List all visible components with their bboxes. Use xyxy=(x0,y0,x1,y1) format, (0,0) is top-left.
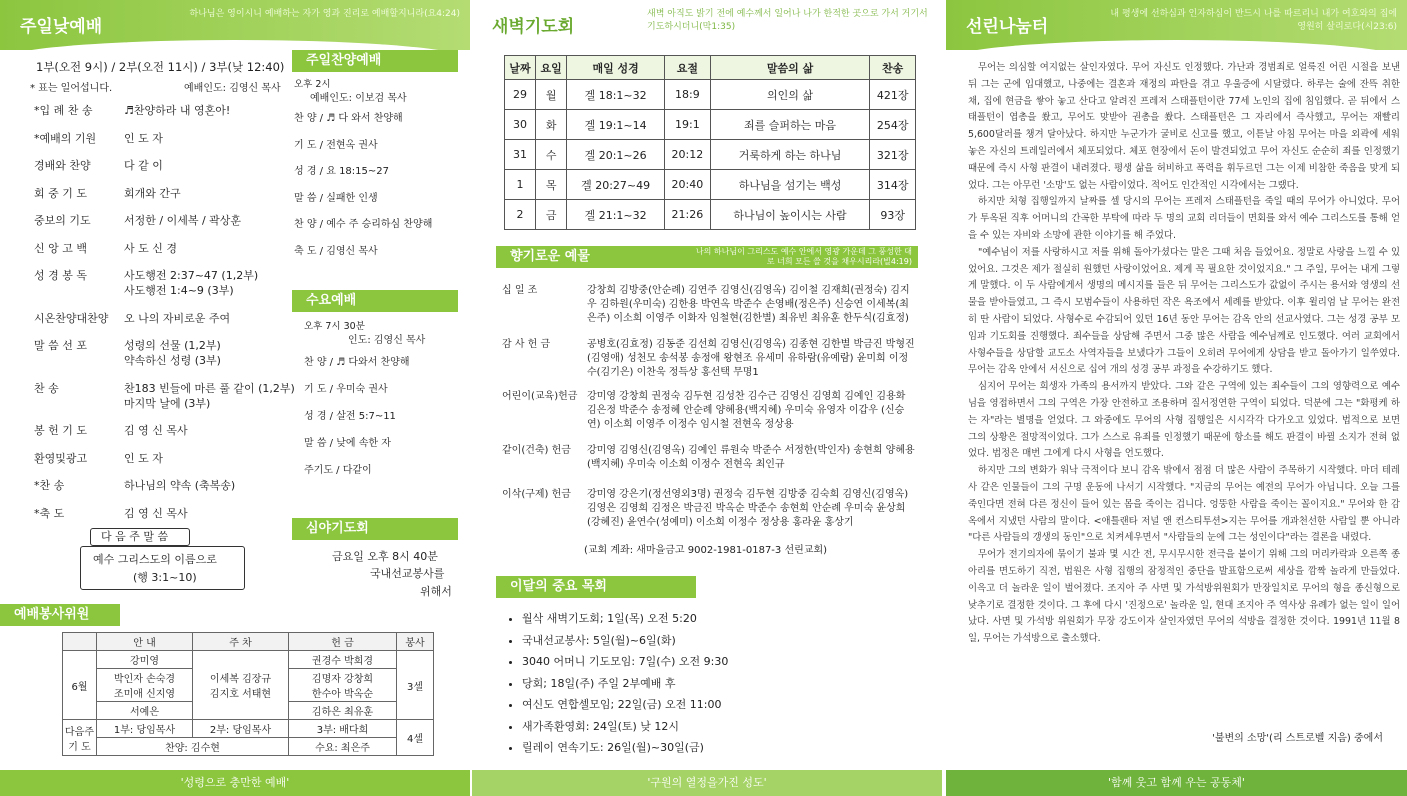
offering-kind: 십 일 조 xyxy=(502,285,538,296)
sched-cell: 의인의 삶 xyxy=(710,80,870,110)
vol-head: 헌 금 xyxy=(289,633,397,651)
essay-paragraph: 심지어 무어는 희생자 가족의 용서까지 받았다. 그와 같은 구역에 있는 죄수들이 그의 영향력으로 예수님을 영접하면서 그의 구역은 가장 안전하고 조용하며 질서정연한 구역이 되었다. 덕분에 그는 "화평케 하는 자"라는 별명을 얻었다. 그 와중에도 무어의 사형 집행일은 시시각각 다가오고 있었다. 법적으로 보면 그의 상황은 절망적이었다. 그가 스스로 유죄를 인정했기 때문에 항소를 해도 판결이 바뀔 소지가 전혀 없었다. 법정은 매번 그에게 다시 사형을 언도했다. xyxy=(968,381,1400,460)
order-key: 시온찬양대찬양 xyxy=(34,311,109,325)
sched-cell: 29 xyxy=(505,80,536,110)
order-key: 중보의 기도 xyxy=(34,214,91,227)
sched-cell: 겔 18:1~32 xyxy=(567,80,665,110)
essay-paragraph: 무어가 전기의자에 묶이기 불과 몇 시간 전, 무시무시한 전극을 붙이기 위해 그의 머리카락과 오른쪽 종아리를 면도하기 직전, 법원은 사형 집행의 잠정적인 중단을 발표함으로써 세상을 깜짝 놀라게 만들었다. 이윽고 더 놀라운 일이 벌어졌다. 조지아 주 사면 및 가석방위원회가 만장일치로 무어의 형을 종신형으로 낮추기로 결정한 것이다. 그 후에 다시 '진정으로' 놀라운 일, 현대 조지아 주 역사상 유례가 없는 일이 일어났다. 사면 및 가석방 위원회가 무장 강도이자 살인자였던 무어의 석방을 결정한 것이다. 1991년 11월 8일, 무어는 가석방으로 출소했다. xyxy=(968,549,1400,645)
notice: * 표는 일어섭니다. xyxy=(30,83,113,94)
vol-cell: 2부: 당임목사 xyxy=(193,720,289,738)
night-title: 심야기도회 xyxy=(292,518,458,540)
sched-cell: 30 xyxy=(505,110,536,140)
wed-item: 주기도 / 다같이 xyxy=(304,465,372,476)
sched-cell: 화 xyxy=(536,110,567,140)
order-key: 말 씀 선 포 xyxy=(34,339,87,352)
order-key: *찬 송 xyxy=(34,479,65,492)
section-title: 새벽기도회 xyxy=(492,17,575,37)
order-value: 오 나의 자비로운 주여 xyxy=(124,311,231,325)
offering-names: 강미영 강은기(정선영외3명) 권정숙 김두현 김방중 김숙희 김영신(김영옥) 김영은 김영희 김정은 박금진 박옥순 박준수 송현희 안순례 우미숙 윤상희(강혜진) 윤연수(성예미) 이소희 이정수 정상용 홍라윤 홍상기 xyxy=(587,489,909,528)
section-title: 선린나눔터 xyxy=(966,17,1049,37)
praise-item: 기 도 / 전현옥 권사 xyxy=(294,139,378,151)
wed-time: 오후 7시 30분 xyxy=(304,321,365,332)
news-item: • 국내선교봉사: 5일(월)~6일(화) xyxy=(522,630,922,652)
next-text: 예수 그리스도의 이름으로 xyxy=(93,553,217,566)
order-value: 마지막 날에 (3부) xyxy=(124,396,211,410)
next-ref: (행 3:1~10) xyxy=(133,571,197,584)
sched-cell: 19:1 xyxy=(665,110,711,140)
wed-leader: 인도: 김영신 목사 xyxy=(348,335,426,346)
vol-cell: 박인자 손숙경 조미애 신지영 xyxy=(97,669,193,702)
sched-row xyxy=(505,140,916,170)
order-value: 인 도 자 xyxy=(124,131,163,145)
news-item: • 당회; 18일(주) 주일 2부예배 후 xyxy=(522,673,922,695)
order-key: *입 례 찬 송 xyxy=(34,104,93,117)
sched-head: 찬송 xyxy=(870,56,916,80)
sched-head: 말씀의 삶 xyxy=(710,56,870,80)
order-value: 사도행전 1:4~9 (3부) xyxy=(124,284,234,297)
sched-row xyxy=(505,170,916,200)
vol-month: 6월 xyxy=(63,651,97,720)
night-line1: 금요일 오후 8시 40분 xyxy=(332,550,438,563)
news-item: • 3040 어머니 기도모임: 7일(수) 오전 9:30 xyxy=(522,651,922,673)
sched-cell: 목 xyxy=(536,170,567,200)
sched-head: 매일 성경 xyxy=(567,56,665,80)
vol-cell: 수요: 최은주 xyxy=(289,738,397,756)
sched-cell: 수 xyxy=(536,140,567,170)
header-verse: 하나님은 영이시니 예배하는 자가 영과 진리로 예배할지니라(요4:24) xyxy=(189,9,460,19)
vol-head: 안 내 xyxy=(97,633,193,651)
praise-item: 찬 양 / 예수 주 승리하심 찬양해 xyxy=(294,219,433,230)
header-band xyxy=(946,0,1407,50)
order-key: 경배와 찬양 xyxy=(34,159,91,172)
sched-cell: 월 xyxy=(536,80,567,110)
sched-head: 날짜 xyxy=(505,56,536,80)
essay xyxy=(968,60,1400,648)
sched-cell: 21:26 xyxy=(665,200,711,230)
order-key: 봉 헌 기 도 xyxy=(34,424,87,437)
order-value: 사 도 신 경 xyxy=(124,241,177,255)
vol-cell: 1부: 당임목사 xyxy=(97,720,193,738)
footer-motto: '성령으로 충만한 예배' xyxy=(0,770,470,796)
sched-cell: 1 xyxy=(505,170,536,200)
sched-row xyxy=(505,80,916,110)
vol-cell: 김하은 최유훈 xyxy=(289,702,397,720)
sched-cell: 18:9 xyxy=(665,80,711,110)
news-item: • 여신도 연합셀모임; 22일(금) 오전 11:00 xyxy=(522,694,922,716)
order-key: *축 도 xyxy=(34,506,65,520)
order-value: 약속하신 성령 (3부) xyxy=(124,354,221,367)
essay-paragraph: "예수님이 저를 사랑하시고 저를 위해 돌아가셨다는 말은 그때 처음 들었어요. 정말로 사랑을 느낄 수 있었어요. 그것은 제가 절실히 원했던 사랑이었어요. 제게 꼭 필요한 것이었지요." 그 주일, 무어는 내게 그렇게 말했다. 이 두 사람에게서 생명의 메시지를 들은 뒤 무어는 그리스도가 값없이 주시는 용서와 영생의 선물을 받아들였고, 그 즉시 모범수들이 사용하던 작은 욕조에서 세례를 받았다. 이후 윌리엄 날 무어는 완전히 딴 사람이 되었다. 사형수로 수감되어 있던 16년 동안 무어는 감옥 안의 선교사였다. 그는 성경 공부 모임과 기도회를 진행했다. 죄수들을 상담해 주면서 그중 많은 사람을 예수님께로 인도했다. 여러 교회에서 사형수들을 상담할 교도소 사역자들을 보냈다가 그들이 오히려 무어에게 상담을 받고 돌아가기 일쑤였다. 무어는 감옥 안에서 서신으로 십여 개의 성경 공부 과정을 수강하기도 했다. xyxy=(968,246,1400,376)
vol-cell: 4셀 xyxy=(397,720,434,756)
sched-cell: 93장 xyxy=(870,200,916,230)
vol-cell: 김명자 강창희 한수아 박옥순 xyxy=(289,669,397,702)
order-value: 성령의 선물 (1,2부) xyxy=(124,339,221,352)
sched-cell: 금 xyxy=(536,200,567,230)
column-dawn xyxy=(472,0,942,796)
wed-title: 수요예배 xyxy=(292,290,458,312)
wed-item: 찬 양 / ♬ 다와서 찬양해 xyxy=(304,357,410,368)
order-value: 김 영 신 목사 xyxy=(124,424,188,437)
column-worship xyxy=(0,0,470,796)
sched-cell: 314장 xyxy=(870,170,916,200)
sched-cell: 겔 21:1~32 xyxy=(567,200,665,230)
sched-cell: 거룩하게 하는 하나님 xyxy=(710,140,870,170)
praise-leader: 예배인도: 이보검 목사 xyxy=(310,93,407,104)
praise-item: 말 씀 / 실패한 인생 xyxy=(294,192,378,204)
vol-cell: 찬양: 김수현 xyxy=(97,738,289,756)
wed-item: 성 경 / 살전 5:7~11 xyxy=(304,411,396,422)
vol-title: 예배봉사위원 xyxy=(0,604,120,626)
service-times: 1부(오전 9시) / 2부(오전 11시) / 3부(낮 12:40) xyxy=(36,60,285,74)
next-week-sermon xyxy=(80,546,245,590)
offering-kind: 어린이(교육)헌금 xyxy=(502,391,578,402)
order-value: ♬찬양하라 내 영혼아! xyxy=(124,104,231,117)
vol-cell: 이세복 김장규 김지호 서태현 xyxy=(193,651,289,720)
leader: 예배인도: 김영신 목사 xyxy=(184,83,281,94)
order-key: 성 경 봉 독 xyxy=(34,269,87,282)
next-title: 다 음 주 말 씀 xyxy=(101,530,169,543)
night-line2: 국내선교봉사를 xyxy=(370,567,445,580)
offering-names: 강창희 김방중(안순례) 김연주 김영신(김영옥) 김이철 김재희(권정숙) 김지우 김하원(우미숙) 김한용 박연옥 박준수 손영배(정은주) 신승연 이세복(최은주) 이소희 이영주 이화자 임철현(김한별) 최유빈 최유훈 한두식(김효정) xyxy=(587,285,910,324)
header-verse: 내 평생에 선하심과 인자하심이 반드시 나를 따르리니 내가 여호와의 집에 영원히 살리로다(시23:6) xyxy=(1110,9,1397,32)
offering-kind: 이삭(구제) 헌금 xyxy=(502,489,571,500)
sched-cell: 321장 xyxy=(870,140,916,170)
footer-motto: '구원의 열정을가진 성도' xyxy=(472,770,942,796)
sched-cell: 겔 20:1~26 xyxy=(567,140,665,170)
essay-source: '불변의 소망'(리 스트로벨 지음) 중에서 xyxy=(1212,733,1383,744)
volunteer-table xyxy=(62,632,434,756)
offering-names: 강미영 김영신(김영옥) 김예인 류원숙 박준수 서정한(박인자) 송현희 양혜용(백지혜) 우미숙 이소희 이정수 전현옥 최인규 xyxy=(587,445,915,470)
vol-cell: 서예은 xyxy=(97,702,193,720)
order-key: 회 중 기 도 xyxy=(34,186,87,200)
praise-item: 성 경 / 요 18:15~27 xyxy=(294,166,389,177)
news-item: • 릴레이 연속기도: 26일(월)~30일(금) xyxy=(522,737,922,759)
sched-cell: 254장 xyxy=(870,110,916,140)
news-list xyxy=(522,608,922,759)
offering-kind: 감 사 헌 금 xyxy=(502,339,551,350)
header-band xyxy=(0,0,470,50)
order-value: 서정한 / 이세복 / 곽상훈 xyxy=(124,214,242,227)
order-key: *예배의 기원 xyxy=(34,131,97,145)
sched-row xyxy=(505,200,916,230)
vol-head: 주 차 xyxy=(193,633,289,651)
essay-paragraph: 무어는 의심할 여지없는 살인자였다. 무어 자신도 인정했다. 가난과 경범죄로 얼룩진 어린 시절을 보낸 뒤 그는 군에 입대했고, 나중에는 결혼과 재정의 파탄을 겪고 우울증에 시달렸다. 하루는 술에 잔뜩 취한 채, 집에 현금을 쌓아 놓고 산다고 알려진 프레저 스태플턴이란 77세 노인의 집에 침입했다. 곧 뒤에서 스태플턴이 엽총을 쐈고, 무어도 맞받아 권총을 쐈다. 스태플턴은 그 자리에서 즉사했고, 무어는 재빨리 5,600달러를 챙겨 달아났다. 하지만 누군가가 굴비로 신고를 했고, 이튿날 아침 무어는 마을 외곽에 세워 놓은 자신의 트레일러에서 체포되었다. 체포 현장에서 돈이 발견되었고 무어 자신도 순순히 죄를 인정했기 때문에 즉시 사형 판결이 내려졌다. 평생 삶을 허비하고 폭력을 휘두르던 그는 이제 비참한 죽음을 맞게 되었다. 그는 아무런 '소망'도 없는 사람이었다. 적어도 인간적인 시각에서는 그랬다. xyxy=(968,62,1400,191)
praise-item: 축 도 / 김영신 목사 xyxy=(294,245,378,257)
praise-time: 오후 2시 xyxy=(294,79,331,90)
vol-cell: 권경수 박희경 xyxy=(289,651,397,669)
offering-names: 강미영 강창희 권정숙 김두현 김성찬 김수근 김영신 김영희 김예인 김용화 김은정 박준수 송정혜 안순례 양혜용(백지혜) 우미숙 유영자 이갑우 (신승연) 이소희 이영주 이정수 임시철 전현옥 정상용 xyxy=(587,391,906,430)
order-key: 환영및광고 xyxy=(34,451,88,465)
footer-motto: '함께 웃고 함께 우는 공동체' xyxy=(946,770,1407,796)
praise-item: 찬 양 / ♬ 다 와서 찬양해 xyxy=(294,113,403,124)
sched-cell: 하나님이 높이시는 사람 xyxy=(710,200,870,230)
next-week-box xyxy=(90,528,190,546)
sched-head: 요일 xyxy=(536,56,567,80)
vol-cell: 3부: 배다희 xyxy=(289,720,397,738)
order-key: 찬 송 xyxy=(34,381,59,395)
sched-cell: 죄를 슬퍼하는 마음 xyxy=(710,110,870,140)
news-item: • 월삭 새벽기도회; 1일(목) 오전 5:20 xyxy=(522,608,922,630)
sched-head: 요절 xyxy=(665,56,711,80)
offer-title: 향기로운 예물 xyxy=(510,249,590,264)
vol-cell: 강미영 xyxy=(97,651,193,669)
sched-row xyxy=(505,110,916,140)
sched-cell: 31 xyxy=(505,140,536,170)
praise-title: 주일찬양예배 xyxy=(292,50,458,72)
sched-cell: 겔 20:27~49 xyxy=(567,170,665,200)
sched-cell: 하나님을 섬기는 백성 xyxy=(710,170,870,200)
order-value: 인 도 자 xyxy=(124,451,163,465)
order-key: 신 앙 고 백 xyxy=(34,241,87,255)
offering-kind: 같이(건축) 헌금 xyxy=(502,445,571,456)
account: (교회 계좌: 새마을금고 9002-1981-0187-3 선린교회) xyxy=(584,545,828,556)
order-value: 하나님의 약속 (축복송) xyxy=(124,479,236,492)
wed-item: 말 씀 / 낮에 속한 자 xyxy=(304,438,391,449)
night-line3: 위해서 xyxy=(420,585,452,598)
order-value: 찬183 빈들에 마른 풀 같이 (1,2부) xyxy=(124,381,295,395)
offer-bar xyxy=(496,246,918,268)
order-value: 김 영 신 목사 xyxy=(124,506,188,520)
order-value: 사도행전 2:37~47 (1,2부) xyxy=(124,269,259,282)
essay-paragraph: 하지만 처형 집행일까지 날짜를 셀 당시의 무어는 프레저 스태플턴을 죽일 때의 무어가 아니었다. 무어가 투옥된 직후 어머니의 간곡한 부탁에 따라 두 명의 교회 리더들이 면회를 와서 예수 그리스도를 통해 얻을 수 있는 자비와 소망에 관한 이야기를 해 주었다. xyxy=(968,196,1400,241)
section-title: 주일낮예배 xyxy=(20,17,103,37)
header-verse: 새벽 아직도 밝기 전에 예수께서 일어나 나가 한적한 곳으로 가서 거기서 기도하시더니(막1:35) xyxy=(647,9,928,32)
header-band xyxy=(472,0,942,50)
sched-cell: 2 xyxy=(505,200,536,230)
offering-names: 공병호(김효정) 김동준 김선희 김영신(김영옥) 김종현 김한별 박금진 박형진(김영애) 성천모 송석봉 송정애 왕현조 유세미 유하람(유예람) 윤미희 이정수(김기은) 이찬욱 정득상 홍선택 무명1 xyxy=(587,339,915,378)
dawn-schedule xyxy=(504,55,916,230)
sched-cell: 421장 xyxy=(870,80,916,110)
vol-cell: 3셀 xyxy=(397,651,434,720)
sched-cell: 20:40 xyxy=(665,170,711,200)
sched-cell: 겔 19:1~14 xyxy=(567,110,665,140)
sched-cell: 20:12 xyxy=(665,140,711,170)
essay-paragraph: 하지만 그의 변화가 워낙 극적이다 보니 감옥 밖에서 점점 더 많은 사람이 주목하기 시작했다. 마더 테레사 같은 인물들이 그의 구명 운동에 나서기 시작했다. "지금의 무어는 예전의 무어가 아닙니다. 오늘 그를 죽인다면 전혀 다른 정신이 들어 있는 몸을 죽이는 겁니다. 엉뚱한 사람을 죽이는 꼴이지요." 무어와 한 감옥에서 지냈던 사람의 말이다. <애틀랜타 저널 앤 컨스티투션>지는 무어를 개과천선한 사람일 뿐 아니라 "다른 사람들의 갱생의 동인"으로 치켜세우면서 "사람들의 눈에 그는 성인이다"라는 결론을 내렸다. xyxy=(968,465,1400,544)
offer-verse: 나의 하나님이 그리스도 예수 안에서 영광 가운데 그 풍성한 대로 너희 모든 쓸 것을 채우시리라(빌4:19) xyxy=(695,247,912,266)
vol-next: 다음주 기 도 xyxy=(63,720,97,756)
column-sharing xyxy=(946,0,1407,796)
order-value: 다 같 이 xyxy=(124,159,163,172)
order-value: 회개와 간구 xyxy=(124,186,181,200)
news-item: • 새가족환영회: 24일(토) 낮 12시 xyxy=(522,716,922,738)
wed-item: 기 도 / 우미숙 권사 xyxy=(304,384,388,395)
news-title: 이달의 중요 목회 xyxy=(496,576,696,598)
vol-head: 봉사 xyxy=(397,633,434,651)
